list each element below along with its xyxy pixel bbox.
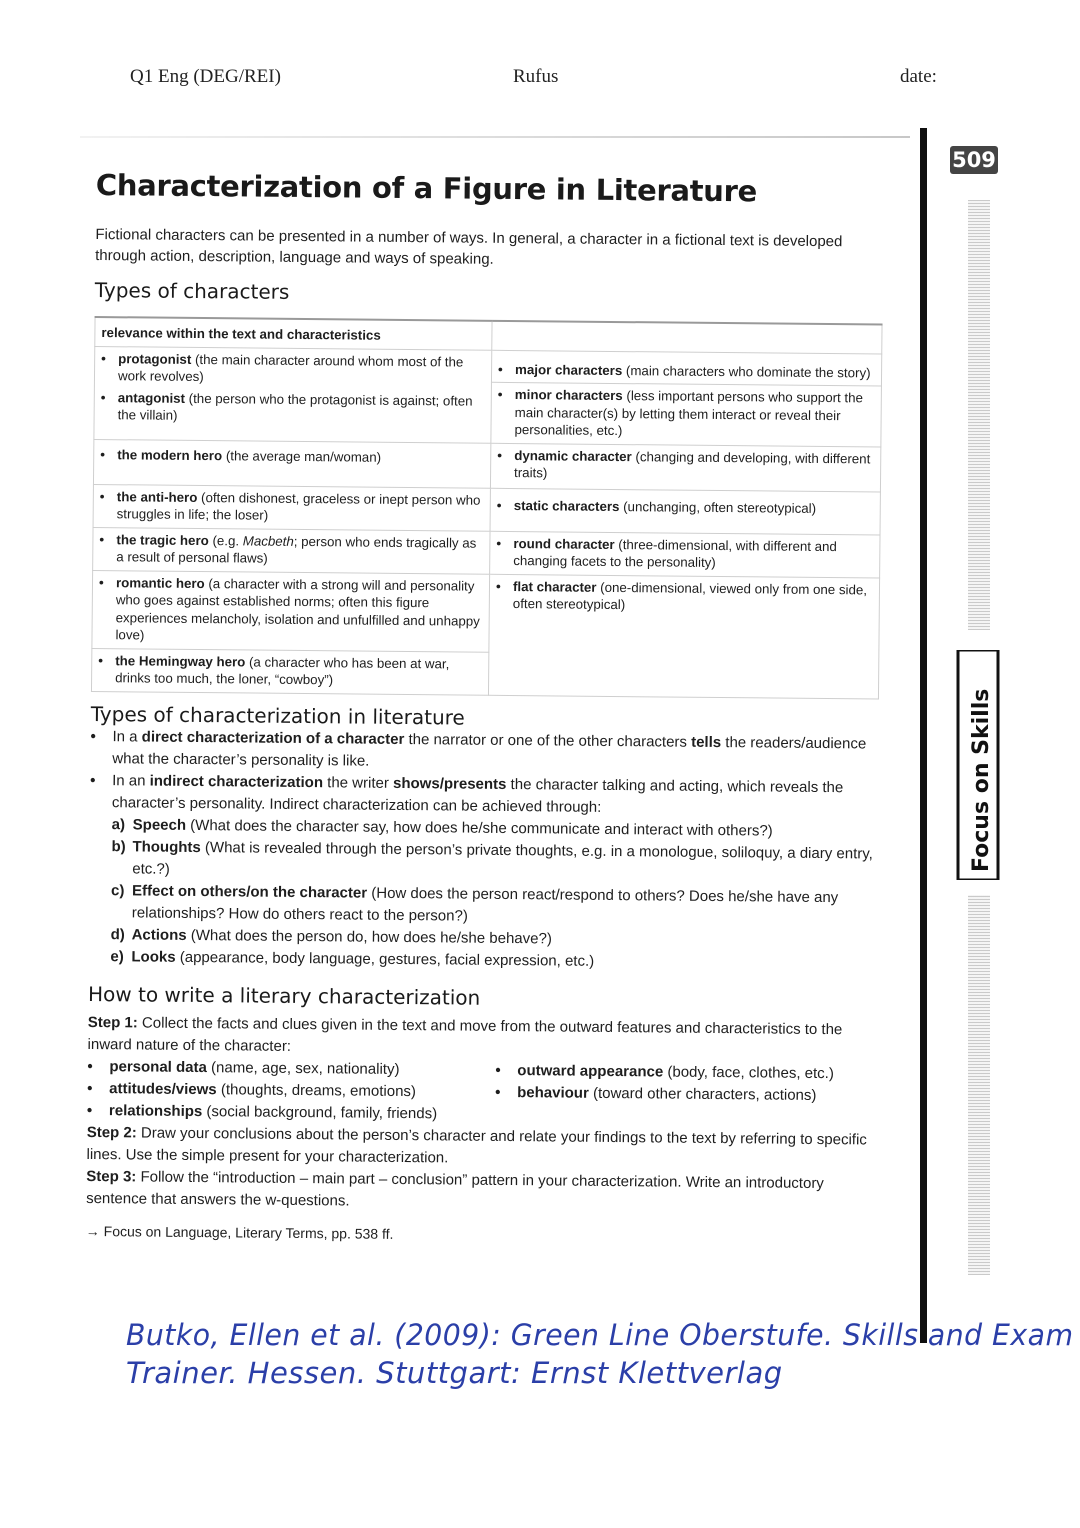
handwritten-citation-line-1: Butko, Ellen et al. (2009): Green Line Oberstufe. Skills and Exam [126,1318,1074,1352]
list-item: • minor characters (less important persons who support the main character(s) by letting them interact or reveal their personalities, etc.) [497,386,864,439]
list-item: • static characters (unchanging, often stereotypical) [496,497,817,516]
table-row [92,570,880,656]
list-item: • flat character (one-dimensional, viewed only from one side, often stereotypical) [495,578,868,613]
section-label: Focus on Skills [969,688,994,872]
list-item: d) Actions (What does the person do, how does he/she behave?) [110,925,552,947]
list-item: • major characters (main characters who dominate the story) [498,361,871,380]
margin-band [920,128,927,1343]
date-label: date: [900,66,937,87]
list-item: • relationships (social background, family, friends) [86,1101,438,1122]
table-row [94,346,881,386]
howto-section [86,1011,888,1249]
step-3: Step 3: Follow the “introduction – main part – conclusion” pattern in your characterization. Write an introductory sentence that answers the w-questions. [86,1167,824,1209]
list-item: • personal data (name, age, sex, nationality) [87,1057,400,1078]
list-item: • the Hemingway hero (a character who has been at war, drinks too much, the loner, “cowboy”) [98,652,450,688]
characterization-heading: Types of characterization in literature [90,701,465,730]
list-item: • In a direct characterization of a character the narrator or one of the other characters tells the readers/audience what the character’s personality is like. [90,727,867,770]
list-item: • attitudes/views (thoughts, dreams, emotions) [87,1079,417,1100]
list-item: • round character (three-dimensional, with different and changing facets to the personality) [496,535,837,570]
step-1: Step 1: Collect the facts and clues given in the text and move from the outward features and characteristics to the inward nature of the character: [87,1013,843,1055]
cross-reference: → Focus on Language, Literary Terms, pp. 538 ff. [85,1222,394,1242]
characterization-section [88,725,890,975]
list-item: • outward appearance (body, face, clothes, etc.) [495,1061,834,1082]
list-item: • behaviour (toward other characters, actions) [495,1083,817,1104]
list-item: a) Speech (What does the character say, how does he/she communicate and interact with others?) [111,815,773,840]
list-item: e) Looks (appearance, body language, gestures, facial expression, etc.) [110,947,595,970]
printed-page [86,168,896,1249]
margin-stripe-top [968,200,990,630]
types-heading: Types of characters [94,277,290,304]
list-item: • In an indirect characterization the writer shows/presents the character talking and acting, which reveals the character’s personality. Indirect characterization can be achieved through: [90,771,844,816]
step-2: Step 2: Draw your conclusions about the person’s character and relate your findings to the text by referring to specific lines. Use the simple present for your characterization. [86,1123,867,1166]
page-number: 509 [950,146,998,174]
table-row [93,527,880,578]
list-item: b) Thoughts (What is revealed through the person’s private thoughts, e.g. in a monologue, soliloquy, a diary entry, etc.?) [111,837,873,878]
table-row [93,439,880,492]
howto-heading: How to write a literary characterization [87,981,481,1010]
list-item: • the tragic hero (e.g. Macbeth; person who ends tragically as a result of personal flaws) [99,531,477,566]
course-label: Q1 Eng (DEG/REI) [130,66,281,87]
page-title: Characterization of a Figure in Literature [95,168,758,209]
facts-columns [87,1055,888,1129]
table-row [93,484,880,535]
margin-stripe-bottom [968,895,990,1275]
character-types-table [91,316,883,699]
list-item: • dynamic character (changing and developing, with different traits) [497,447,871,481]
list-item: • protagonist (the main character around whom most of the work revolves) [101,350,464,385]
student-name: Rufus [513,66,559,87]
list-item: • the modern hero (the average man/woman) [100,446,382,465]
intro-paragraph: Fictional characters can be presented in a number of ways. In general, a character in a fictional text is developed through action, description, language and ways of speaking. [95,225,843,268]
list-item: c) Effect on others/on the character (How does the person react/respond to others? Does he/she have any relationships? How do others react to the person?) [110,881,839,925]
list-item: • the anti-hero (often dishonest, graceless or inept person who struggles in life; the loser) [99,488,481,523]
indirect-methods-list [88,813,889,975]
list-item: • antagonist (the person who the protagonist is against; often the villain) [100,389,473,423]
handwritten-citation-line-2: Trainer. Hessen. Stuttgart: Ernst Klettverlag [126,1356,783,1390]
table-header: relevance within the text and characteristics [95,317,492,350]
top-divider [80,136,910,138]
list-item: • romantic hero (a character with a strong will and personality who goes against established norms; often this figure experiences melancholy, isolation and unfulfilled and unhappy love) [98,574,480,643]
focus-on-skills-tab [948,650,1008,880]
